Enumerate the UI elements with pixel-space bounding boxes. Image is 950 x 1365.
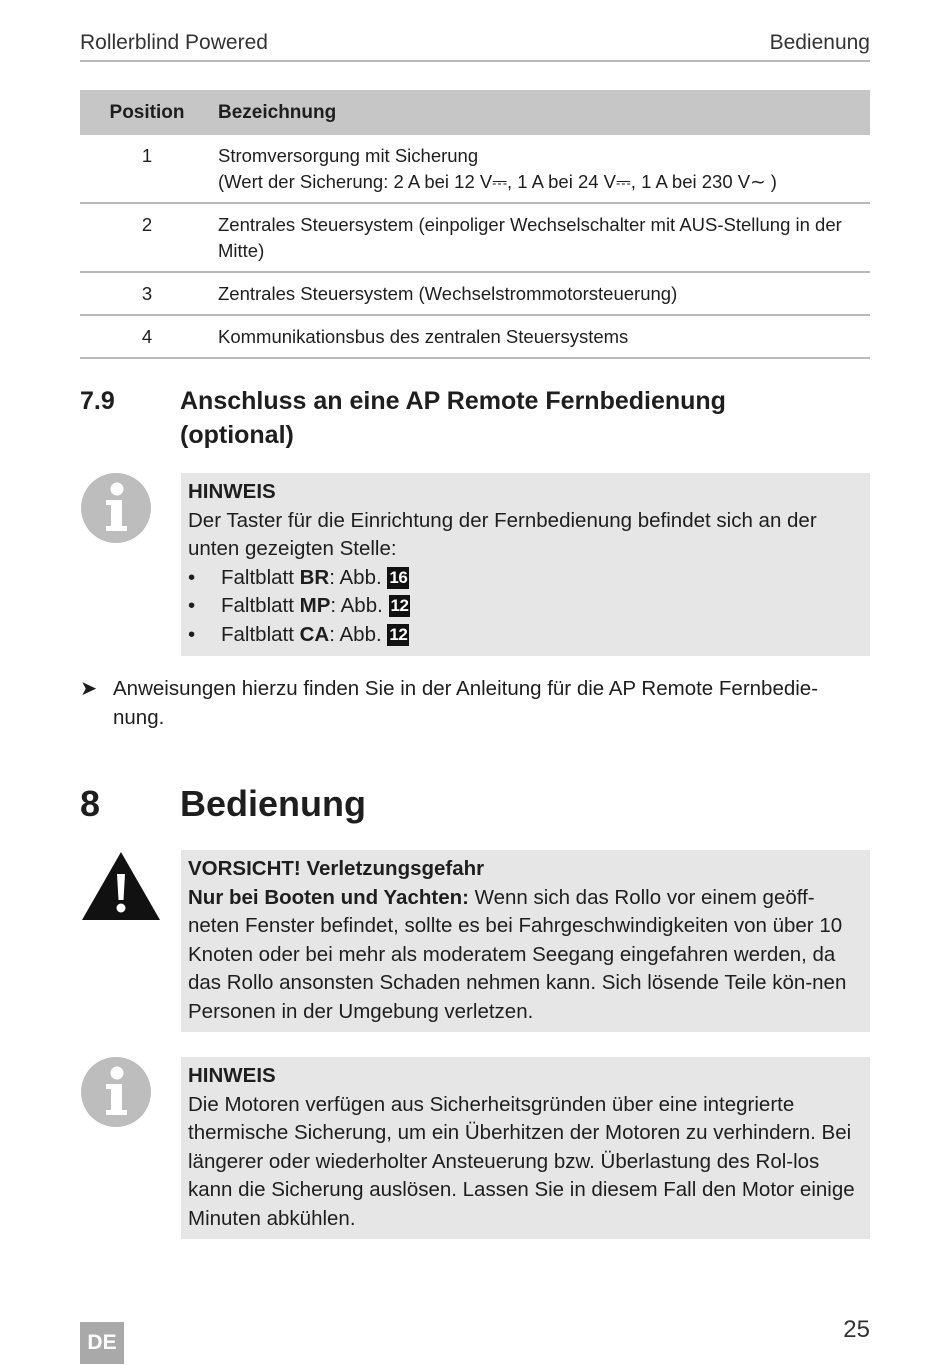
page-number: 25 <box>843 1316 870 1343</box>
figure-number-badge: 12 <box>390 596 409 615</box>
header-product-name: Rollerblind Powered <box>80 31 268 54</box>
row-position: 3 <box>80 272 218 315</box>
item-suffix: : Abb. <box>329 622 388 646</box>
item-leaflet-code: MP <box>299 594 331 617</box>
note-text: Der Taster für die Einrichtung der Fernbedienung befindet sich an der unten gezeigten Stelle: <box>188 508 817 560</box>
info-icon <box>80 1056 152 1133</box>
note-title: HINWEIS <box>188 1064 276 1087</box>
item-leaflet-code: BR <box>299 565 330 589</box>
caution-body: Wenn sich das Rollo vor einem geöff-neten Fenster befindet, sollte es bei Fahrgeschwindigkeiten von über 10 Knoten oder bei mehr als moderatem Seegang eingefahren werden, da das Rollo ansonsten Schaden nehmen kann. Sich lösende Teile kön-nen Personen in der Umgebung verletzen. <box>188 885 847 1023</box>
caution-text <box>188 884 862 1027</box>
note-title: HINWEIS <box>188 480 276 503</box>
row-description: Kommunikationsbus des zentralen Steuersystems <box>218 315 870 358</box>
list-item <box>188 592 862 621</box>
table-row <box>80 203 870 272</box>
bullet: • <box>188 594 196 617</box>
warning-triangle-icon <box>80 850 162 927</box>
row-position: 2 <box>80 203 218 272</box>
item-suffix: : Abb. <box>329 565 388 589</box>
row-description <box>218 135 870 203</box>
table-row <box>80 272 870 315</box>
bullet: • <box>188 565 196 589</box>
table-row <box>80 315 870 358</box>
note-box <box>181 473 870 656</box>
item-suffix: : Abb. <box>330 594 389 617</box>
note-text: Die Motoren verfügen aus Sicherheitsgründen über eine integrierte thermische Sicherung, um ein Überhitzen der Motoren zu verhindern. Bei längerer oder wiederholter Ansteuerung bzw. Überlastung des Rol-los kann die Sicherung auslösen. Lassen Sie in diesem Fall den Motor einige Minuten abkühlen. <box>188 1092 855 1230</box>
list-item <box>188 564 862 593</box>
note-box <box>181 1057 870 1239</box>
table-row <box>80 135 870 203</box>
row-description-line: Stromversorgung mit Sicherung <box>218 145 479 166</box>
section-number: 7.9 <box>80 387 115 415</box>
list-item <box>188 621 862 650</box>
caution-box <box>181 850 870 1032</box>
row-description: Zentrales Steuersystem (Wechselstrommotorsteuerung) <box>218 272 870 315</box>
page-header <box>80 30 870 62</box>
figure-number-badge: 16 <box>389 567 408 587</box>
language-badge: DE <box>80 1322 124 1364</box>
item-prefix: Faltblatt <box>221 565 300 589</box>
item-prefix: Faltblatt <box>221 594 300 617</box>
info-icon <box>80 472 152 549</box>
section-title: Anschluss an eine AP Remote Fernbedienung (optional) <box>180 387 726 449</box>
row-description-line: (Wert der Sicherung: 2 A bei 12 V⎓, 1 A bei 24 V⎓, 1 A bei 230 V∼ ) <box>218 171 777 192</box>
figure-reference-list <box>188 564 862 650</box>
arrow-right-icon: ➤ <box>80 677 98 700</box>
chapter-title: Bedienung <box>180 783 366 824</box>
caution-lead: Nur bei Booten und Yachten: <box>188 885 469 909</box>
caution-title: VORSICHT! Verletzungsgefahr <box>188 857 485 880</box>
chapter-number: 8 <box>80 783 101 824</box>
position-table <box>80 90 870 359</box>
row-description: Zentrales Steuersystem (einpoliger Wechselschalter mit AUS-Stellung in der Mitte) <box>218 203 870 272</box>
column-header-description: Bezeichnung <box>218 90 870 135</box>
figure-number-badge: 12 <box>389 624 408 644</box>
item-prefix: Faltblatt <box>221 622 300 646</box>
header-chapter-name: Bedienung <box>769 31 870 54</box>
row-position: 4 <box>80 315 218 358</box>
table-header-row <box>80 90 870 135</box>
row-position: 1 <box>80 135 218 203</box>
bullet: • <box>188 622 196 646</box>
instruction-text: Anweisungen hierzu finden Sie in der Anleitung für die AP Remote Fernbedie-nung. <box>113 677 819 729</box>
item-leaflet-code: CA <box>299 622 330 646</box>
column-header-position: Position <box>80 90 218 135</box>
